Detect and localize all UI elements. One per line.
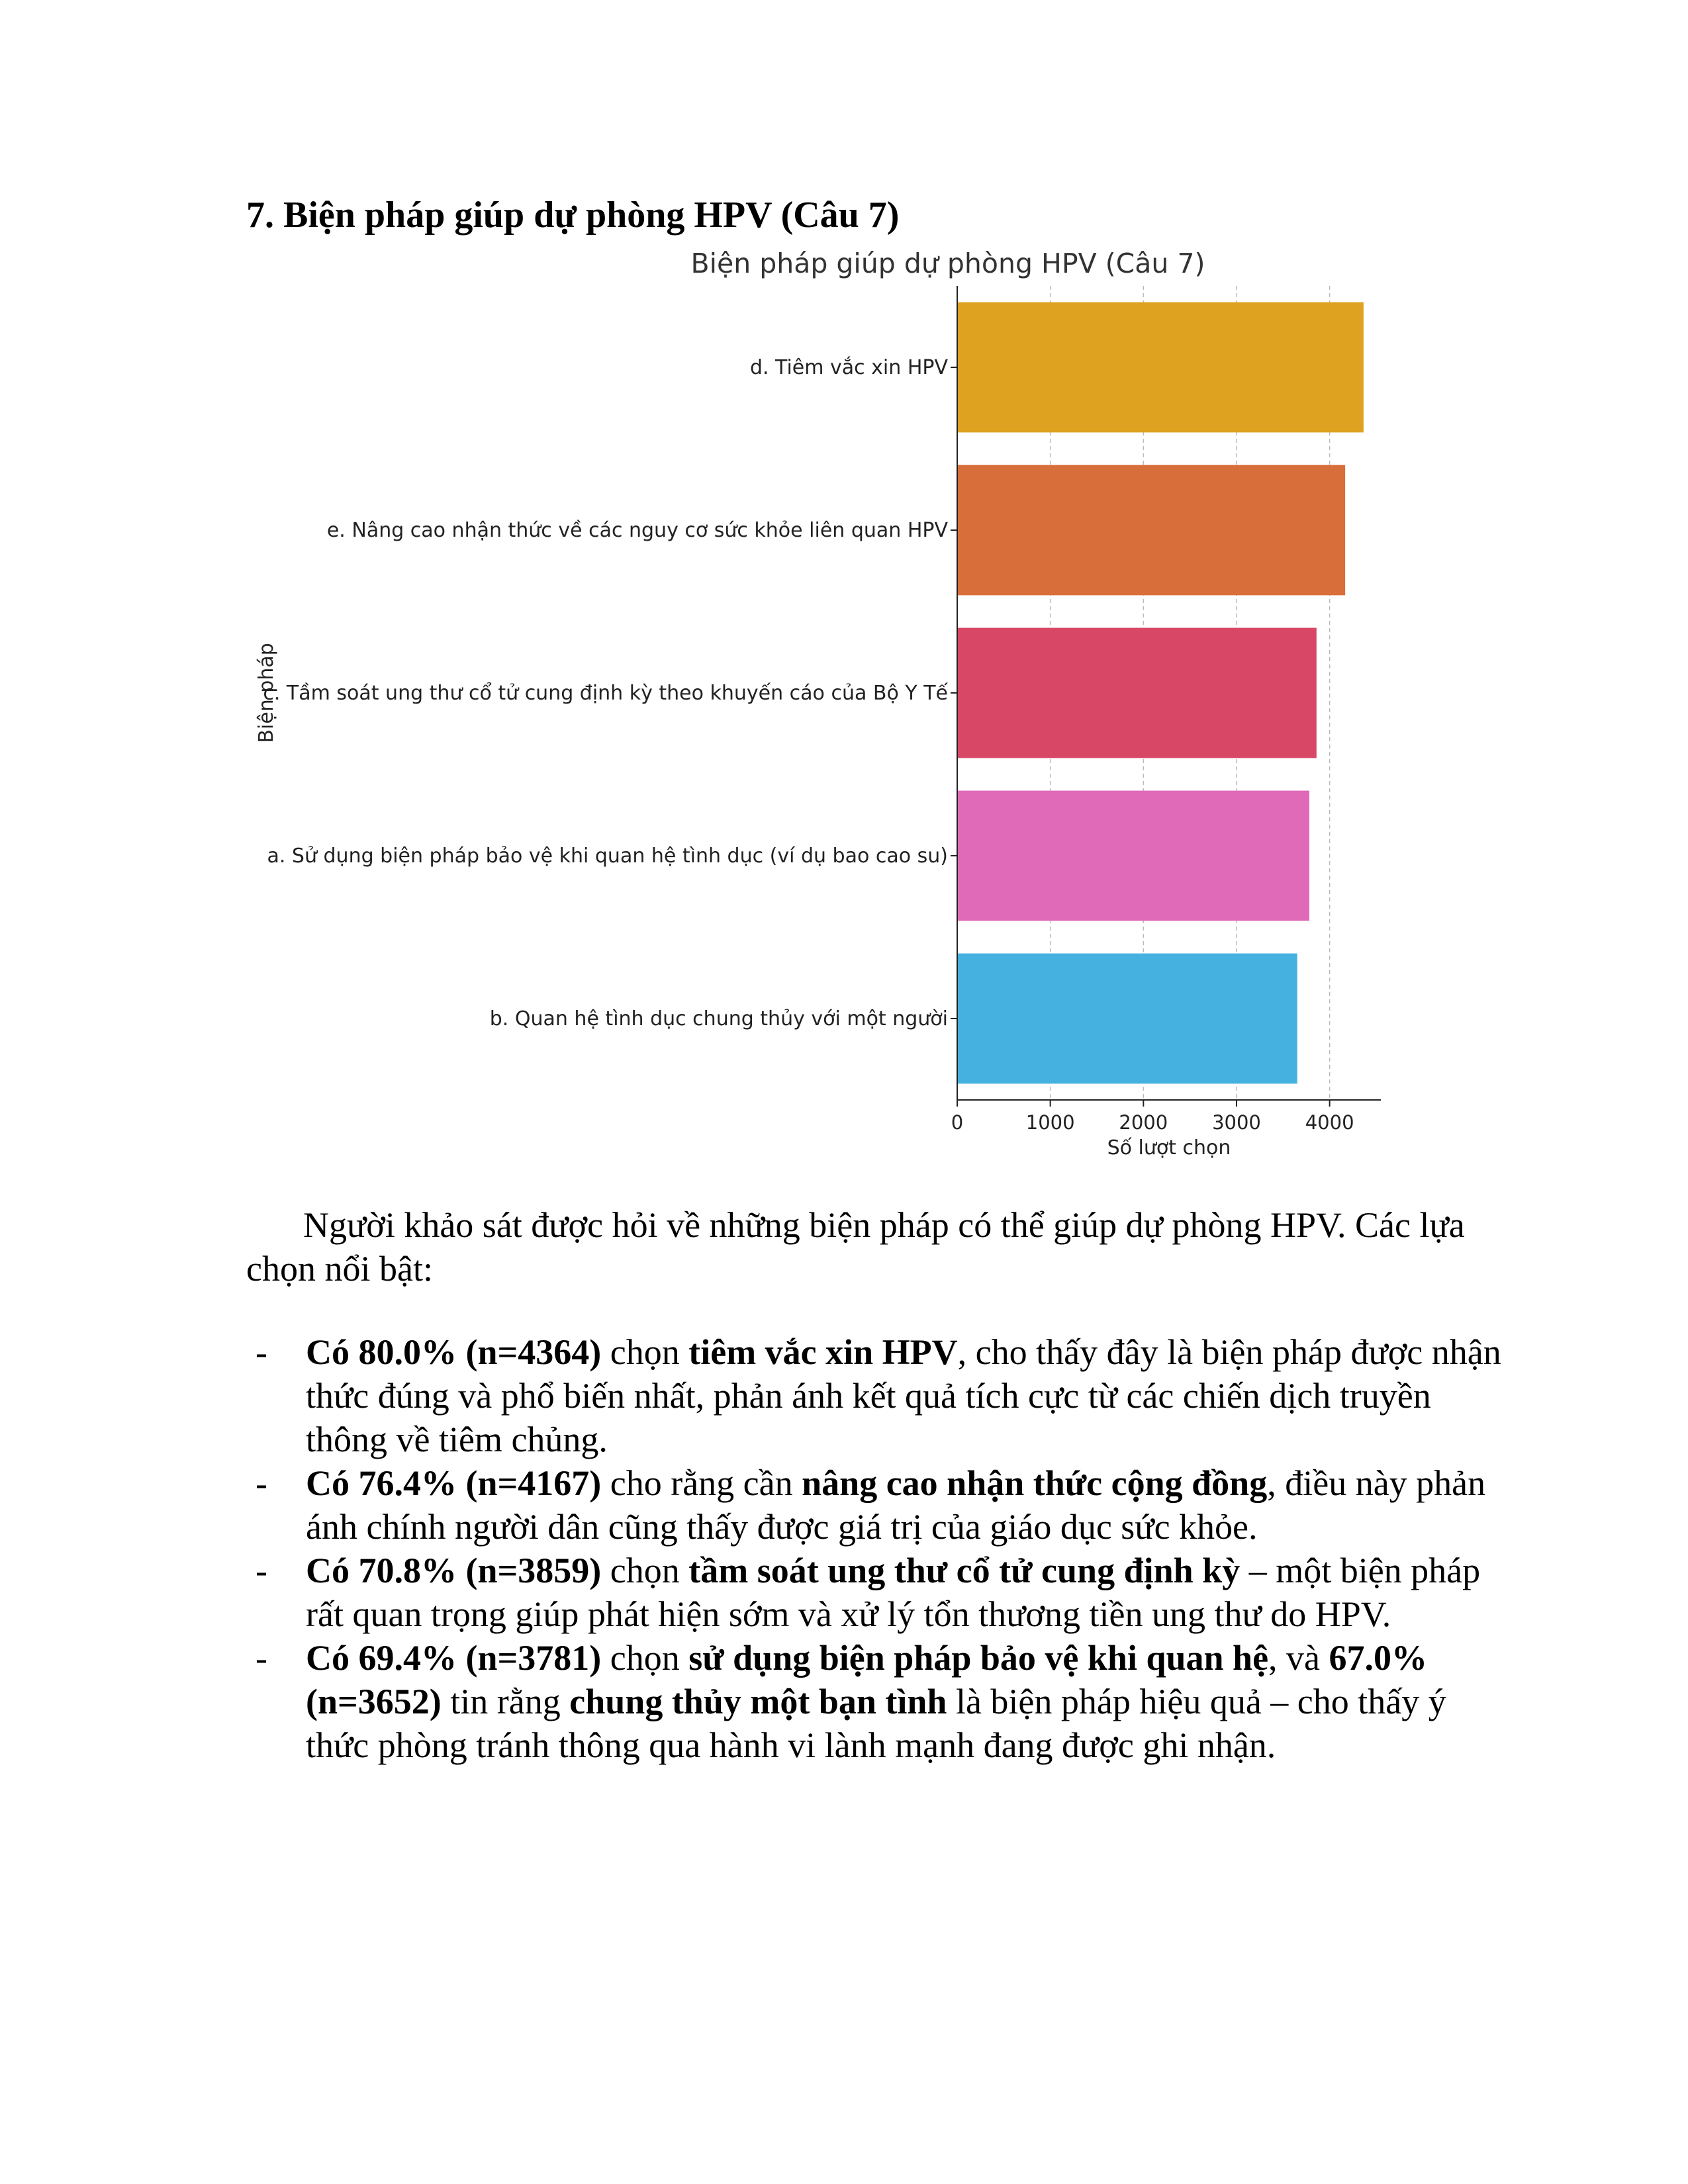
category-label: e. Nâng cao nhận thức về các nguy cơ sức khỏe liên quan HPV [326,519,948,542]
x-tick-label: 4000 [1305,1111,1354,1134]
text-run: , cho thấy đây là biện pháp được nhận thức đúng và phổ biến nhất, phản ánh kết quả tích cực từ các chiến dịch truyền thông về tiêm chủng. [306,1332,1501,1459]
category-label: d. Tiêm vắc xin HPV [749,356,948,379]
measure-bold: tiêm vắc xin HPV [688,1332,958,1372]
text-run: tin rằng [441,1682,570,1721]
text-run: – một biện pháp rất quan trọng giúp phát hiện sớm và xử lý tổn thương tiền ung thư do HPV. [306,1551,1481,1634]
section-heading: 7. Biện pháp giúp dự phòng HPV (Câu 7) [246,195,900,236]
category-label: a. Sử dụng biện pháp bảo vệ khi quan hệ tình dục (ví dụ bao cao su) [267,844,948,868]
bar [957,628,1317,758]
bullet-dash: - [256,1332,267,1372]
chart-title: Biện pháp giúp dự phòng HPV (Câu 7) [690,248,1205,279]
x-tick-label: 2000 [1119,1111,1168,1134]
text-run: chọn [601,1332,689,1372]
text-run: chọn [601,1638,689,1678]
measure-bold: nâng cao nhận thức cộng đồng [802,1463,1268,1503]
intro-paragraph: Người khảo sát được hỏi về những biện pháp có thể giúp dự phòng HPV. Các lựa chọn nổi bật: [246,1205,1465,1289]
bullet-dash: - [256,1551,267,1590]
stat-bold: Có 69.4% (n=3781) [306,1638,602,1678]
stat-bold: Có 70.8% (n=3859) [306,1551,602,1590]
bullet-dash: - [256,1638,267,1678]
list-item [246,1636,1504,1767]
bar-chart [246,238,1425,1165]
text-run: , và [1268,1638,1329,1678]
measure-bold: tầm soát ung thư cổ tử cung định kỳ [688,1551,1241,1590]
chart-x-ticks [951,1100,1354,1134]
bar [957,302,1364,433]
chart-bars [957,302,1364,1084]
category-label: b. Quan hệ tình dục chung thủy với một người [489,1007,948,1030]
text-run: cho rằng cần [601,1463,802,1503]
measure-bold: chung thủy một bạn tình [569,1682,947,1721]
y-axis-label: Biện pháp [255,643,278,743]
x-tick-label: 3000 [1212,1111,1261,1134]
findings-list [246,1330,1504,1767]
bullet-dash: - [256,1463,267,1503]
bar [957,465,1345,596]
stat-bold: Có 80.0% (n=4364) [306,1332,602,1372]
measure-bold: sử dụng biện pháp bảo vệ khi quan hệ [688,1638,1269,1678]
text-run: , điều này phản ánh chính người dân cũng thấy được giá trị của giáo dục sức khỏe. [306,1463,1486,1547]
chart-category-labels [263,356,957,1030]
bar [957,954,1297,1084]
list-item [246,1461,1504,1549]
category-label: c. Tầm soát ung thư cổ tử cung định kỳ theo khuyến cáo của Bộ Y Tế [263,682,948,705]
text-run: chọn [601,1551,689,1590]
stat-bold: 67.0% (n=3652) [306,1638,1428,1721]
list-item [246,1330,1504,1461]
x-tick-label: 0 [951,1111,964,1134]
x-axis-label: Số lượt chọn [1107,1136,1231,1160]
stat-bold: Có 76.4% (n=4167) [306,1463,602,1503]
bar [957,791,1309,921]
list-item [246,1549,1504,1636]
x-tick-label: 1000 [1025,1111,1075,1134]
text-run: là biện pháp hiệu quả – cho thấy ý thức phòng tránh thông qua hành vi lành mạnh đang được ghi nhận. [306,1682,1446,1765]
